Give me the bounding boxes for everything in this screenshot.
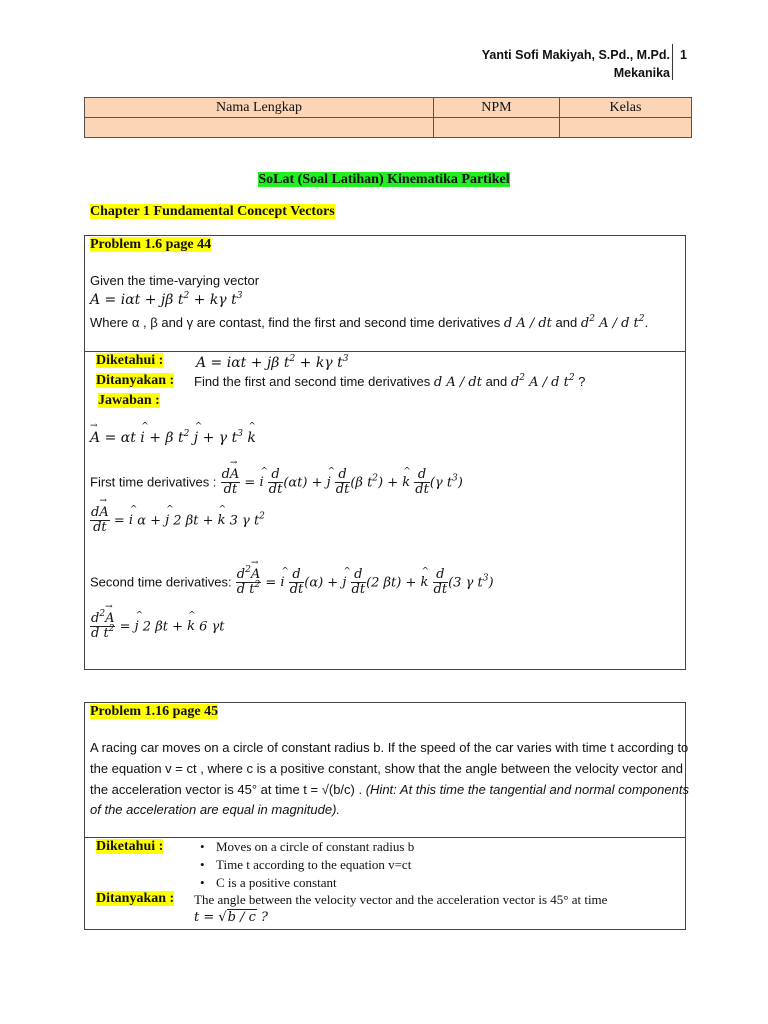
p2-known-list — [194, 839, 414, 893]
p1-jawaban-label: Jawaban : — [98, 393, 160, 408]
p2-ditanyakan-label: Ditanyakan : — [96, 891, 175, 906]
header-divider — [672, 44, 673, 80]
p1-second-derivative-result: $\frac{d^2\to A}{d t^2}$ = ^ j 2 βt + ^ k 6 γt — [90, 612, 225, 642]
list-item: • Time t according to the equation v=ct — [194, 857, 414, 875]
problem-1-intro: Given the time-varying vector — [90, 273, 260, 288]
value-kelas[interactable] — [559, 118, 691, 138]
problem-2-text-line-2: the equation v = ct , where c is a positive constant, show that the angle between the velocity vector and — [90, 761, 683, 776]
p1-diketahui-value: A = iαt + jβ $t^2 + k\gamma$ $t^3$ — [196, 354, 349, 371]
problem-2-text-line-1: A racing car moves on a circle of constant radius b. If the speed of the car varies with time t according to — [90, 740, 689, 755]
problem-1-vector: A = iαt + jβ $t^2 + k\gamma$ $t^3$ — [90, 291, 243, 308]
header-npm: NPM — [434, 98, 560, 118]
header-nama-lengkap: Nama Lengkap — [85, 98, 434, 118]
problem-2-title: Problem 1.16 page 45 — [90, 704, 219, 719]
problem-2-text-line-3: the acceleration vector is 45° at time t = √(b/c) . (Hint: At this time the tangential and normal components — [90, 782, 689, 797]
value-npm[interactable] — [434, 118, 560, 138]
p1-first-derivative-result: $\frac{d\to A}{dt}$ = ^ i α + ^ j 2 βt + ^ k 3 γ $t^2$ — [90, 506, 265, 536]
problem-1-title: Problem 1.6 page 44 — [90, 237, 212, 252]
page-number: 1 — [680, 48, 687, 62]
identity-table — [84, 97, 692, 138]
p2-ditanyakan-time: t = √b / c ? — [194, 910, 269, 925]
p1-first-derivative-expansion: First time derivatives : $\frac{d\to A}{dt}$ = ^ i $\frac{d}{dt}$ (αt) + ^ j $\frac{d}{dt}$ (β $t^2$) + ^ k $\frac{d}{dt}$ (γ $t^3$) — [90, 468, 463, 498]
problem-2-divider — [84, 837, 685, 838]
header-course: Mekanika — [613, 66, 670, 80]
list-item: • C is a positive constant — [194, 875, 414, 893]
problem-2-hint: of the acceleration are equal in magnitude). — [90, 802, 341, 817]
p1-diketahui-label: Diketahui : — [96, 353, 164, 368]
chapter-title: Chapter 1 Fundamental Concept Vectors — [90, 204, 335, 219]
header-kelas: Kelas — [559, 98, 691, 118]
identity-header-row — [85, 98, 692, 118]
p1-second-derivative-expansion: Second time derivatives: $\frac{d^2\to A}{d t^2}$ = ^ i $\frac{d}{dt}$ (α) + ^ j $\frac{d}{dt}$ (2 βt) + ^ k $\frac{d}{dt}$ (3 γ $t^3$) — [90, 568, 494, 598]
p2-diketahui-label: Diketahui : — [96, 839, 164, 854]
problem-1-divider — [84, 351, 685, 352]
p1-ditanyakan-value: Find the first and second time derivatives d A / dt and $d^2$ A / d $t^2$ ? — [194, 373, 586, 390]
p1-vector-expanded: → A = αt ^ i + β $t^2$ ^ j + γ $t^3$ ^ k — [90, 430, 256, 446]
value-nama-lengkap[interactable] — [85, 118, 434, 138]
problem-1-where: Where α , β and γ are contast, find the first and second time derivatives d A / dt and $d^2$ A / d $t^2$. — [90, 314, 649, 331]
p2-ditanyakan-value: The angle between the velocity vector and the acceleration vector is 45° at time — [194, 892, 608, 907]
header-author: Yanti Sofi Makiyah, S.Pd., M.Pd. — [481, 48, 670, 62]
identity-value-row[interactable] — [85, 118, 692, 138]
document-title: SoLat (Soal Latihan) Kinematika Partikel — [258, 172, 510, 187]
p1-ditanyakan-label: Ditanyakan : — [96, 373, 175, 388]
list-item: • Moves on a circle of constant radius b — [194, 839, 414, 857]
